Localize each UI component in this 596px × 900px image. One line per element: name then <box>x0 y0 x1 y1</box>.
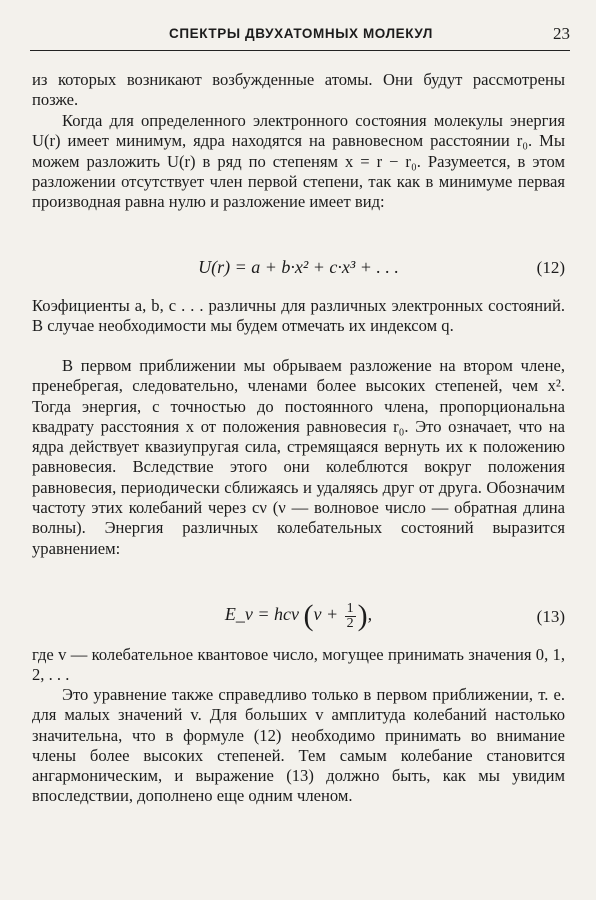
paragraph-5: где v — колебательное квантовое число, могущее принимать значения 0, 1, 2, . . . <box>32 645 565 685</box>
formula-12 <box>32 257 565 287</box>
paragraph-4: В первом приближении мы обрываем разложение на втором члене, пренебрегая, следовательно, членами более высоких степеней, чем x². Тогда энергия, с точностью до постоянного члена, пропорциональна квадрату расстояния x от положения равновесия r₀. Это означает, что на ядра действует квазиупругая сила, стремящаяся вернуть их к положению равновесия. Вследствие этого они колеблются вокруг положения равновесия, периодически сближаясь и удаляясь друг от друга. Обозначим частоту этих колебаний через cν (ν — волновое число — обратная длина волны). Энергия различных колебательных состояний выразится уравнением: <box>32 356 565 558</box>
fraction-denominator: 2 <box>346 615 354 631</box>
fraction-numerator: 1 <box>346 600 354 616</box>
formula-13-expression <box>32 599 565 633</box>
formula-13-open-paren: ( <box>303 599 314 632</box>
paragraph-3: Коэфициенты a, b, c . . . различны для различных электронных состояний. В случае необходимости мы будем отмечать их индексом q. <box>32 296 565 336</box>
formula-13-v: v + <box>313 604 339 625</box>
formula-13-tail: , <box>367 604 373 625</box>
formula-13-fraction <box>345 602 356 631</box>
header-rule <box>30 50 570 51</box>
chapter-title: СПЕКТРЫ ДВУХАТОМНЫХ МОЛЕКУЛ <box>169 26 433 41</box>
page-number: 23 <box>553 24 570 43</box>
formula-13-lhs: E_v = hcν <box>224 604 299 625</box>
paragraph-1: из которых возникают возбужденные атомы. Они будут рассмотрены позже. <box>32 70 565 110</box>
formula-12-expression: U(r) = a + b·x² + c·x³ + . . . <box>198 257 399 277</box>
running-header <box>30 26 572 48</box>
formula-13 <box>32 597 565 637</box>
paragraph-2: Когда для определенного электронного состояния молекулы энергия U(r) имеет минимум, ядра находятся на равновесном расстоянии r₀. Мы можем разложить U(r) в ряд по степеням x = r − r₀. Разумеется, в этом разложении отсутствует член первой степени, так как в минимуме первая производная равна нулю и разложение имеет вид: <box>32 111 565 212</box>
formula-13-close-paren: ) <box>357 599 368 632</box>
formula-12-number: (12) <box>536 258 565 277</box>
formula-13-number: (13) <box>536 607 565 626</box>
paragraph-6: Это уравнение также справедливо только в первом приближении, т. е. для малых значений v. Для больших v амплитуда колебаний настолько значительна, что в формуле (12) необходимо принимать во внимание члены более высоких степеней. Тем самым колебание становится ангармоническим, и выражение (13) должно быть, как мы увидим впоследствии, дополнено еще одним членом. <box>32 685 565 806</box>
